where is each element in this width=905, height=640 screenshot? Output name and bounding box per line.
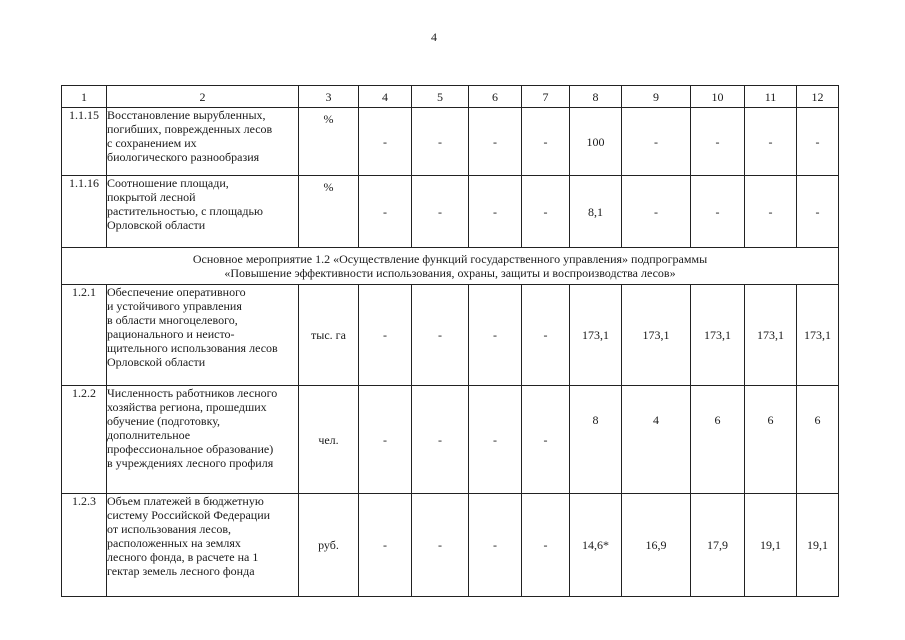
- value-cell: -: [359, 108, 412, 176]
- value-cell: 8: [570, 386, 622, 494]
- value-cell: -: [359, 285, 412, 386]
- header-cell: 5: [412, 86, 469, 108]
- value-cell: -: [412, 285, 469, 386]
- header-cell: 3: [299, 86, 359, 108]
- unit-cell: чел.: [299, 386, 359, 494]
- indicator-name: [107, 386, 299, 494]
- value-cell: 16,9: [622, 494, 691, 597]
- value-cell: 173,1: [691, 285, 745, 386]
- value-cell: -: [622, 176, 691, 248]
- header-cell: 4: [359, 86, 412, 108]
- value-cell: -: [522, 285, 570, 386]
- value-cell: -: [469, 386, 522, 494]
- header-cell: 9: [622, 86, 691, 108]
- table-row: [62, 108, 839, 176]
- value-cell: 100: [570, 108, 622, 176]
- indicator-name: [107, 176, 299, 248]
- value-cell: 6: [797, 386, 839, 494]
- unit-cell: %: [299, 176, 359, 248]
- indicator-name-line: и устойчивого управления: [107, 299, 242, 313]
- header-cell: 6: [469, 86, 522, 108]
- indicator-name-line: в учреждениях лесного профиля: [107, 456, 274, 470]
- header-cell: 11: [745, 86, 797, 108]
- value-cell: 17,9: [691, 494, 745, 597]
- indicator-name-line: Орловской области: [107, 355, 206, 369]
- header-cell: 1: [62, 86, 107, 108]
- row-number: 1.1.15: [62, 108, 107, 176]
- value-cell: 173,1: [797, 285, 839, 386]
- value-cell: 8,1: [570, 176, 622, 248]
- value-cell: 14,6*: [570, 494, 622, 597]
- value-cell: 6: [745, 386, 797, 494]
- table-row: [62, 176, 839, 248]
- header-cell: 2: [107, 86, 299, 108]
- value-cell: -: [359, 386, 412, 494]
- indicator-name-line: гектар земель лесного фонда: [107, 564, 255, 578]
- indicator-name-line: от использования лесов,: [107, 522, 232, 536]
- section-row: [62, 248, 839, 285]
- indicators-table: [61, 85, 839, 597]
- value-cell: -: [412, 494, 469, 597]
- indicator-name-line: Обеспечение оперативного: [107, 285, 246, 299]
- value-cell: -: [522, 108, 570, 176]
- value-cell: 6: [691, 386, 745, 494]
- indicator-name-line: рационального и неисто-: [107, 327, 235, 341]
- indicator-name-line: с сохранением их: [107, 136, 197, 150]
- value-cell: 4: [622, 386, 691, 494]
- row-number: 1.1.16: [62, 176, 107, 248]
- indicator-name-line: Восстановление вырубленных,: [107, 108, 266, 122]
- indicator-name-line: Орловской области: [107, 218, 206, 232]
- table-row: [62, 494, 839, 597]
- value-cell: -: [691, 108, 745, 176]
- indicator-name-line: растительностью, с площадью: [107, 204, 263, 218]
- indicator-name-line: обучение (подготовку,: [107, 414, 221, 428]
- value-cell: 173,1: [745, 285, 797, 386]
- value-cell: -: [797, 108, 839, 176]
- indicator-name-line: дополнительное: [107, 428, 191, 442]
- value-cell: -: [622, 108, 691, 176]
- value-cell: -: [469, 176, 522, 248]
- indicator-name-line: систему Российской Федерации: [107, 508, 271, 522]
- indicator-name: [107, 285, 299, 386]
- value-cell: -: [412, 386, 469, 494]
- indicator-name-line: погибших, поврежденных лесов: [107, 122, 273, 136]
- section-title: [62, 248, 839, 285]
- value-cell: -: [469, 285, 522, 386]
- value-cell: -: [522, 494, 570, 597]
- indicator-name-line: щительного использования лесов: [107, 341, 278, 355]
- indicator-name: [107, 494, 299, 597]
- section-title-line: «Повышение эффективности использования, охраны, защиты и воспроизводства лесов»: [224, 266, 676, 280]
- value-cell: 173,1: [622, 285, 691, 386]
- indicator-name-line: Численность работников лесного: [107, 386, 278, 400]
- unit-cell: тыс. га: [299, 285, 359, 386]
- indicator-name-line: лесного фонда, в расчете на 1: [107, 550, 259, 564]
- value-cell: -: [412, 108, 469, 176]
- value-cell: -: [469, 108, 522, 176]
- indicator-name-line: покрытой лесной: [107, 190, 196, 204]
- header-cell: 7: [522, 86, 570, 108]
- indicator-name: [107, 108, 299, 176]
- table-row: [62, 285, 839, 386]
- indicator-name-line: в области многоцелевого,: [107, 313, 238, 327]
- value-cell: -: [469, 494, 522, 597]
- page-number: 4: [431, 30, 437, 44]
- value-cell: 173,1: [570, 285, 622, 386]
- indicator-name-line: Объем платежей в бюджетную: [107, 494, 264, 508]
- header-cell: 12: [797, 86, 839, 108]
- value-cell: -: [522, 176, 570, 248]
- value-cell: 19,1: [797, 494, 839, 597]
- value-cell: -: [797, 176, 839, 248]
- header-cell: 8: [570, 86, 622, 108]
- value-cell: -: [412, 176, 469, 248]
- header-row: [62, 86, 839, 108]
- table-row: [62, 386, 839, 494]
- row-number: 1.2.2: [62, 386, 107, 494]
- value-cell: -: [359, 494, 412, 597]
- indicator-name-line: биологического разнообразия: [107, 150, 260, 164]
- indicator-name-line: расположенных на землях: [107, 536, 241, 550]
- value-cell: -: [745, 176, 797, 248]
- section-title-line: Основное мероприятие 1.2 «Осуществление функций государственного управления» подпрограммы: [192, 252, 708, 266]
- indicator-name-line: Соотношение площади,: [107, 176, 229, 190]
- value-cell: -: [522, 386, 570, 494]
- value-cell: -: [745, 108, 797, 176]
- value-cell: -: [691, 176, 745, 248]
- row-number: 1.2.3: [62, 494, 107, 597]
- row-number: 1.2.1: [62, 285, 107, 386]
- value-cell: 19,1: [745, 494, 797, 597]
- indicator-name-line: профессиональное образование): [107, 442, 274, 456]
- value-cell: -: [359, 176, 412, 248]
- unit-cell: руб.: [299, 494, 359, 597]
- indicator-name-line: хозяйства региона, прошедших: [107, 400, 267, 414]
- header-cell: 10: [691, 86, 745, 108]
- unit-cell: %: [299, 108, 359, 176]
